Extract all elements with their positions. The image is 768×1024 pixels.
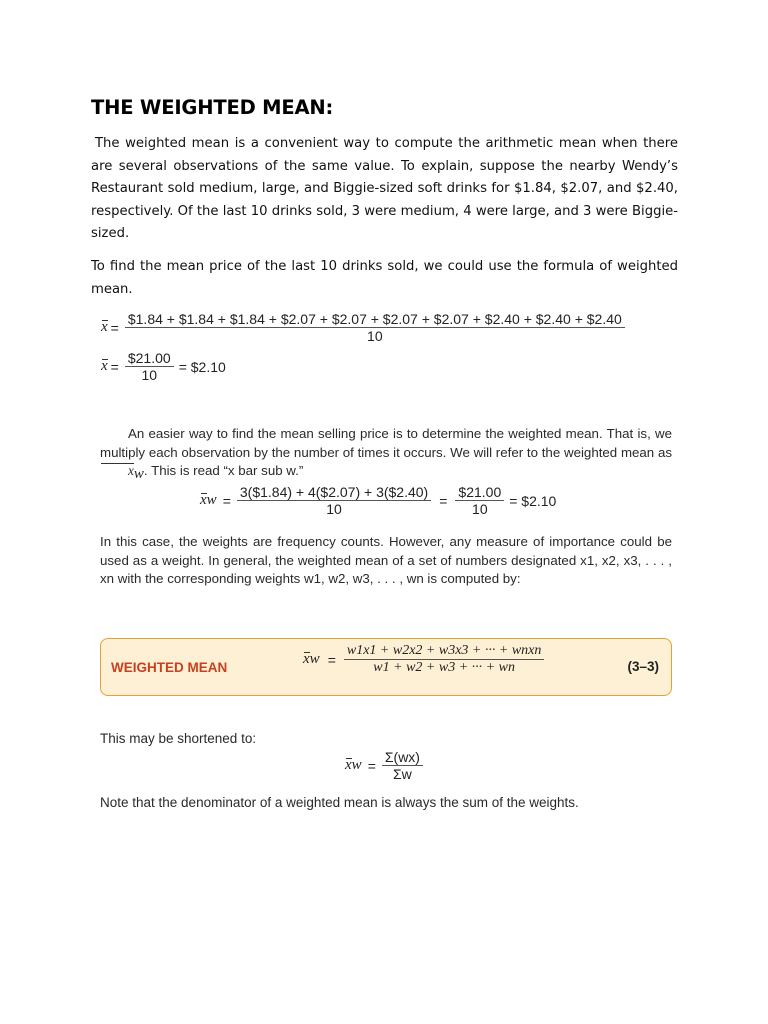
subscript: w <box>133 466 144 482</box>
subscript: w <box>309 651 320 667</box>
fraction <box>344 643 545 676</box>
result: = $2.10 <box>509 492 557 509</box>
denominator: 10 <box>141 367 158 383</box>
xbar-symbol: x <box>303 651 310 667</box>
denominator: w1 + w2 + w3 + ··· + wn <box>373 660 515 675</box>
xbar-symbol: x <box>100 462 134 481</box>
text-part: . This is read “x bar sub w.” <box>143 463 304 478</box>
equation-weighted-mean-formula <box>303 643 544 676</box>
denominator: 10 <box>472 501 488 517</box>
formula-box <box>100 638 672 696</box>
textbook-paragraph-general: In this case, the weights are frequency counts. However, any measure of importance could be used as a weight. In general, the weighted mean of a set of numbers designated x1, x2, x3, . . . , xn with the corresponding weights w1, w2, w3, . . . , wn is computed by: <box>100 534 672 586</box>
equals-sign: = <box>110 319 119 336</box>
xbar-symbol: x <box>101 358 108 374</box>
equation-short-form <box>345 749 423 782</box>
equals-sign: = <box>439 492 448 509</box>
closing-note: Note that the denominator of a weighted mean is always the sum of the weights. <box>100 795 579 810</box>
equation-weighted-example <box>200 484 556 517</box>
fraction <box>382 749 423 782</box>
denominator: 10 <box>367 328 383 344</box>
equation-simple-mean <box>101 311 625 344</box>
denominator: 10 <box>326 501 342 517</box>
equation-simple-mean-result <box>101 350 226 383</box>
page-title: THE WEIGHTED MEAN: <box>91 96 334 119</box>
method-paragraph: To find the mean price of the last 10 drinks sold, we could use the formula of weighted mean. <box>91 259 678 297</box>
subscript: w <box>351 757 362 773</box>
textbook-paragraph-weighted <box>100 425 672 484</box>
equals-sign: = <box>110 358 119 375</box>
numerator: w1x1 + w2x2 + w3x3 + ··· + wnxn <box>346 643 542 658</box>
fraction <box>455 484 504 517</box>
equals-sign: = <box>222 492 231 509</box>
numerator: 3($1.84) + 4($2.07) + 3($2.40) <box>239 484 429 500</box>
formula-label: WEIGHTED MEAN <box>111 660 228 675</box>
numerator: $1.84 + $1.84 + $1.84 + $2.07 + $2.07 + $2.07 + $2.07 + $2.40 + $2.40 + $2.40 <box>127 311 622 327</box>
fraction <box>125 311 625 344</box>
equation-number: (3–3) <box>627 659 659 674</box>
result: = $2.10 <box>178 358 226 375</box>
xbar-symbol: x <box>200 492 207 508</box>
equals-sign: = <box>327 651 336 668</box>
numerator: $21.00 <box>127 350 171 366</box>
equals-sign: = <box>367 757 376 774</box>
intro-paragraph: The weighted mean is a convenient way to compute the arithmetic mean when there are several observations of the same value. To explain, suppose the nearby Wendy’s Restaurant sold medium, large, and Biggie-sized soft drinks for $1.84, $2.07, and $2.40, respectively. Of the last 10 drinks sold, 3 were medium, 4 were large, and 3 were Biggie-sized. <box>91 136 678 241</box>
xbar-symbol: x <box>345 757 352 773</box>
fraction <box>125 350 174 383</box>
numerator: $21.00 <box>458 484 502 500</box>
xbar-symbol: x <box>101 319 108 335</box>
numerator: Σ(wx) <box>384 749 420 765</box>
denominator: Σw <box>393 766 412 782</box>
text-part: An easier way to find the mean selling price is to determine the weighted mean. That is, we multiply each observation by the number of times it occurs. We will refer to the weighted mean as <box>100 426 672 460</box>
shorten-text: This may be shortened to: <box>100 731 257 746</box>
subscript: w <box>206 492 217 508</box>
fraction <box>237 484 431 517</box>
